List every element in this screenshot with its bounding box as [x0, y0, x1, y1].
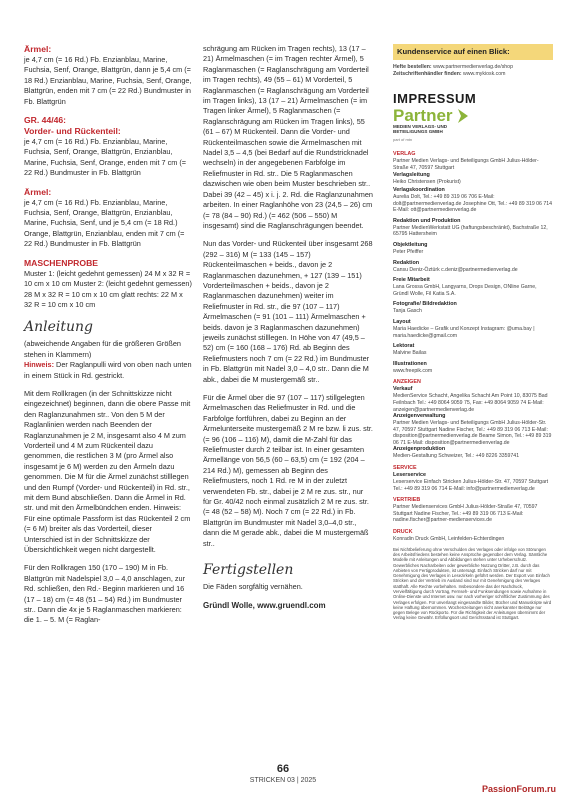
sec-freie-mitarbeit: Freie Mitarbeit: [393, 277, 430, 284]
txt-anzeigenverwaltung: Partner Medien Verlags- und Beteiligungs GmbH Julius-Hölder-Str. 47, 70597 Stuttgart Nadine Fischer, Tel.: +49 89 319 06 713 E-Mail: disposition@partnermedienverlag.de Beame Simon, Tel.: +49 89 319 06 71 E-Mail: disposition@partnermedienverlag.de: [393, 420, 552, 446]
heading-instructions: Anleitung: [24, 319, 93, 336]
text-main-1: Mit dem Rollkragen (in der Schnittskizze nicht eingezeichnet) beginnen, dann die obere Passe mit den Raglanzunahmen str.. Von den 5 M der Raglanlinien werden nach Beenden der Raglanzunahmen je 2 M, insgesamt also 4 M zum Vorderteil und 4 M zum Rückenteil dazu genommen, die restlichen 3 M (pro Ärmel also insgesamt je 6 M) werden zu den Ärmeln dazu genommen. Die M für die Ärmel zunächst stilllegen und den Rumpf (Vorder- und Rückenteil) in Rd. str., mit dem Bund abschließen. Dann die Ärmel in Rd. str. und mit den Ärmelbündchen enden. Hinweis: Für eine optimale Passform ist das Rückenteil 2 cm (= 6 M) breiter als das Vorderteil, dieser Unterschied ist in der Schnittskizze der Übersichtlichkeit wegen nicht dargestellt.: [24, 388, 191, 555]
txt-koordination: Aurelia Dolt, Tel.: +49 89 319 06 706 E-Mail: dolt@partnermedienverlag.de Josephine Ott, Tel.: +49 89 319 06 714 E-Mail: ott@partnermedienverlag.de: [393, 194, 553, 214]
txt-layout: Maria Haedicke – Grafik und Konzept Instagram: @uma.bay | maria.haedicke@gmail.com: [393, 325, 535, 339]
text-body: Nun das Vorder- und Rückenteil über insgesamt 268 (292 – 316) M (= 133 (145 – 157) Rückenteilmaschen + beids., davon je 2 Raglanmaschen dazunehmen, + 127 (139 – 151) Vorderteilmaschen + beids., davon je 2 Raglanmaschen dazunehmen) weiter im Reliefmuster in Rd. str., die 97 (107 – 117) Ärmelmaschen (= 91 (101 – 111) Ärmelmaschen + beids. davon je 3 Raglanmaschen dazunehmen) jeweils zunächst stilllegen. In Höhe von 47 (49,5 – 52) cm (= 160 (168 – 176) Rd. ab Beginn des Reliefmusters noch 7 cm (= 22 Rd.) im Bundmuster in Fb. Blattgrün mit Nadel 3,0 – 4,0 str.. Dann die M abk., dabei die M mustergemäß str..: [203, 239, 373, 384]
text-front-back: je 4,7 cm (= 16 Rd.) Fb. Enzianblau, Marine, Fuchsia, Senf, Orange, Blattgrün, Enzianblau, Marine, Fuchsia, Senf, Orange, enden mit 7 cm (= 22 Rd.) Bundmuster in Fb. Blattgrün: [24, 137, 187, 178]
impressum-heading: IMPRESSUM: [393, 90, 477, 106]
sec-koordination: Verlagskoordination: [393, 187, 445, 193]
partner-logo: [393, 105, 473, 145]
txt-legal: Bei Nichtbelieferung ohne Verschulden des Verlages oder infolge von Störungen des Arbeitsfriedens bestehen keine Ansprüche gegenüber dem Verlag. Sämtliche Modelle mit Anleitungen und Abbildungen stehen unter Urheberschutz. Gewerbliches Nacharbeiten oder gewerbliche Nutzung Dritter, z.B. durch das Anbieten von Fertigprodukten, ist untersagt. Einfach Stricken darf nur mit Genehmigung des Verlages in Lesezirkeln geführt werden. Der Export von Einfach Stricken und der Vertrieb im Ausland sind nur mit Genehmigung des Verlages statthaft. Alle Rechte vorbehalten. Insbesondere das der Nachdruck, Vervielfältigung durch Vortrag, Fernseh- und Funksendungen sowie Aufnahme in Online-Dienste und Internet usw. nur nach vorheriger schriftlicher Zustimmung des Verlages erfolgen. Für unverlangt eingesandte Bilder, Bücher und Manuskripte wird keine Haftung übernommen. Wochenzeitungen nicht anerkannter Beiträge nur gegen Belege von Rückporto. Für die Richtigkeit der Anleitungen übernimmt der Verlag keine Gewähr. Erfüllungsort und Gerichtsstand ist Stuttgart.: [393, 546, 552, 621]
sec-druck: DRUCK: [393, 529, 413, 536]
txt-leserservice: Leserservice Einfach Stricken Julius-Hölder-Str. 47, 70597 Stuttgart Tel.: +49 89 319 06 714 E-Mail: info@partnermedienverlag.de: [393, 479, 549, 492]
sec-layout: Layout: [393, 318, 411, 325]
hint-paragraph: [24, 360, 192, 381]
heading-front-back: Vorder- und Rückenteil:: [24, 126, 121, 137]
txt-fotografie: Tanja Gasch: [393, 308, 422, 315]
heading-size: GR. 44/46:: [24, 115, 67, 126]
credit: Gründl Wolle, www.gruendl.com: [203, 600, 326, 610]
txt-redaktion: Cansu Deniz-Öztürk c.deniz@partnermedienverlag.de: [393, 266, 518, 273]
txt-lektorat: Malvine Bailas: [393, 350, 427, 357]
watermark: PassionForum.ru: [481, 784, 556, 794]
logo-text: Partner: [393, 105, 453, 125]
heading-sleeves-2: Ärmel:: [24, 186, 52, 197]
sec-objektleitung: Objektleitung: [393, 241, 428, 248]
heading-sleeves-1: Ärmel:: [24, 44, 52, 54]
sec-anzeigenproduktion: Anzeigenproduktion: [393, 446, 446, 453]
column-left: [24, 44, 192, 626]
sec-lektorat: Lektorat: [393, 343, 415, 350]
sec-anzeigenverwaltung: Anzeigenverwaltung: [393, 413, 446, 420]
column-middle: [203, 44, 373, 611]
order-link[interactable]: www.partnermedienverlag.de/shop: [431, 64, 513, 71]
txt-verkauf: MedienService Schacht, Angelika Schacht Am Point 10, 83075 Bad Feilnbach Tel.: +49 8064 9059 75, Fax: +49 8064 9059 74 E-Mail: anzeigen@partnermedienverlag.de: [393, 393, 548, 413]
sec-fotografie: Fotografie/ Bildredaktion: [393, 301, 457, 308]
text-raglan-1: schrägung am Rücken im Tragen rechts), 13 (17 – 21) Ärmelmaschen (= im Tragen rechter Ärmel), 5 Raglanmaschen (= Raglanschrägung am Vorderteil im Tragen rechts), 49 (55 – 61) M Vorderteil, 5 Raglanmaschen (= Raglanschrägung am Vorderteil im Tragen links), 13 (17 – 21) Ärmelmaschen (= im Tragen linker Ärmel), 5 Raglanmaschen (= Raglanschrägung am Rücken im Tragen links), 55 (61 – 67) M Rückenteil. Dann die Vorder- und Rückenteilmaschen sowie die Ärmelmaschen mit Nadel 3,5 – 4,5 (bei Bedarf auf die Rundstricknadel wechseln) in der angegebenen Farbfolge im Reliefmuster in Rd. str.. Die 5 Raglanmaschen dazwischen wie oben beim Muster beschrieben str.. Dabei 39 (42 – 45) x i. j. 2. Rd. die Raglanzunahmen arbeiten. In einer Raglanhöhe von 23 (24,5 – 26) cm (= 78 (84 – 90) Rd.) (= 462 (506 – 550) M insgesamt) sind die Raglanschrägungen beendet.: [203, 44, 373, 230]
sec-illustrationen: Illustrationen: [393, 360, 427, 367]
logo-wordmark: [393, 105, 473, 125]
retailer-line: [393, 71, 553, 78]
logo-chevron-icon: [456, 108, 470, 124]
txt-freie-mitarbeit: Lana Grossa GmbH, Langyarns, Drops Design, ONline Garne, Gründl Wolle, Fil Katia S.A.: [393, 284, 537, 297]
customer-service-box: Kundenservice auf einen Blick:: [393, 44, 553, 60]
sec-verkauf: Verkauf: [393, 386, 413, 393]
text-sizes-note: (abweichende Angaben für die größeren Größen stehen in Klammern): [24, 339, 181, 359]
txt-druck: Konradin Druck GmbH, Leinfelden-Echterdingen: [393, 536, 505, 543]
retailer-link[interactable]: www.mykiosk.com: [461, 71, 506, 77]
text-finishing: Die Fäden sorgfältig vernähen.: [203, 582, 303, 592]
txt-verlagsleitung: Heiko Christensen (Prokurist): [393, 179, 461, 186]
retailer-label: Zeitschriftenhändler finden:: [393, 71, 462, 77]
text-sleeves-knit: Für die Ärmel über die 97 (107 – 117) stillgelegten Ärmelmaschen das Reliefmuster in Rd. und die Farbfolge fortführen, dabei zu Beginn an der Ärmelunterseite mustergemäß 2 M re bzw. li zus. str. (= 96 (106 – 116) M), damit die M-Zahl für das Reliefmuster durch 2 teilbar ist. In einer gesamten Ärmellänge von 56,5 (60 – 63,5) cm (= 192 (204 – 214 Rd.) M), gemessen ab Beginn des Reliefmusters, noch 1 Rd. re M in der zuletzt verwendeten Fb. str., dabei je 2 M re zus. str., nur für Gr. 40/42 noch einmal zusätzlich 2 M re zus. str. (= 48 (52 – 58) M). Noch 7 cm (= 22 Rd.) in Fb. Blattgrün im Bundmuster mit Nadel 3,0–4,0 str., dann die M gerade abk., dabei die M mustergemäß str..: [203, 393, 373, 548]
txt-redaktion-produktion: Partner MedienWerkstatt UG (haftungsbeschränkt), Bachstraße 12, 65795 Hattersheim: [393, 224, 548, 238]
logo-subtitle: MEDIEN VERLAGS- UND BETEILIGUNGS GMBH: [393, 124, 448, 135]
text-sleeves-1: je 4,7 cm (= 16 Rd.) Fb. Enzianblau, Marine, Fuchsia, Senf, Orange, Blattgrün, dann je 5,4 cm (= 18 Rd.) Enzianblau, Marine, Fuchsia, Senf, Orange, Blattgrün, enden mit 7 cm (= 22 Rd.) Bundmuster in Fb. Blattgrün: [24, 55, 192, 106]
heading-finishing: Fertigstellen: [203, 562, 294, 579]
logo-tagline: part of mtn: [393, 136, 413, 142]
text-gauge: Muster 1: (leicht gedehnt gemessen) 24 M x 32 R = 10 cm x 10 cm Muster 2: (leicht gedehnt gemessen) 28 M x 32 R = 10 cm x 10 cm glatt rechts: 22 M x 32 R = 10 cm x 10 cm: [24, 268, 192, 309]
sec-vertrieb: VERTRIEB: [393, 497, 421, 504]
txt-illustrationen: www.freepik.com: [393, 367, 433, 374]
sec-verlag: VERLAG: [393, 151, 416, 158]
txt-anzeigenproduktion: Medien-Gestaltung Schweizer, Tel.: +49 8226 3359741: [393, 453, 520, 460]
hint-text: Der Raglanpulli wird von oben nach unten in einem Stück in Rd. gestrickt.: [24, 360, 192, 380]
txt-objektleitung: Peter Pfeiffer: [393, 248, 424, 255]
txt-verlag: Partner Medien Verlags- und Beteiligungs GmbH Julius-Hölder-Straße 47, 70597 Stuttgart: [393, 158, 539, 171]
hint-label: Hinweis:: [24, 360, 55, 370]
sec-service: SERVICE: [393, 465, 417, 472]
sec-redaktion: Redaktion: [393, 259, 420, 266]
heading-gauge: MASCHENPROBE: [24, 257, 99, 268]
sec-leserservice: Leserservice: [393, 472, 426, 479]
sec-anzeigen: ANZEIGEN: [393, 379, 421, 386]
sec-redaktion-produktion: Redaktion und Produktion: [393, 217, 461, 224]
text-main-2: Für den Rollkragen 150 (170 – 190) M in Fb. Blattgrün mit Nadelspiel 3,0 – 4,0 anschlagen, zur Rd. schließen, den Rd.- Beginn markieren und 16 (17 – 18) cm (= 48 (51 – 54) Rd.) im Bundmuster str.. Dann die 4x je 5 Raglanmaschen markieren: die 1. – 5. M (= Raglan-: [24, 563, 186, 625]
txt-vertrieb: Partner Medienservices GmbH Julius-Hölder-Straße 47, 70597 Stuttgart Nadine Fischer, Tel.: +49 89 319 06 713 E-Mail: nadine.fischer@partner-medienservices.de: [393, 504, 538, 524]
text-sleeves-2: je 4,7 cm (= 16 Rd.) Fb. Enzianblau, Marine, Fuchsia, Senf, Orange, Blattgrün, Enzianblau, Marine, Fuchsia, Senf, und je 5,4 cm (= 18 Rd.) Orange, Blattgrün, Enzianblau, enden mit 7 cm (= 22 Rd.) Bundmuster in Fb. Blattgrün: [24, 197, 185, 249]
magazine-issue: STRICKEN 03 | 2025: [249, 777, 317, 784]
column-right: [393, 44, 553, 621]
order-line: [393, 64, 553, 71]
sec-verlagsleitung: Verlagsleitung: [393, 172, 430, 179]
page-number: 66: [276, 763, 290, 775]
order-label: Hefte bestellen:: [393, 64, 432, 71]
